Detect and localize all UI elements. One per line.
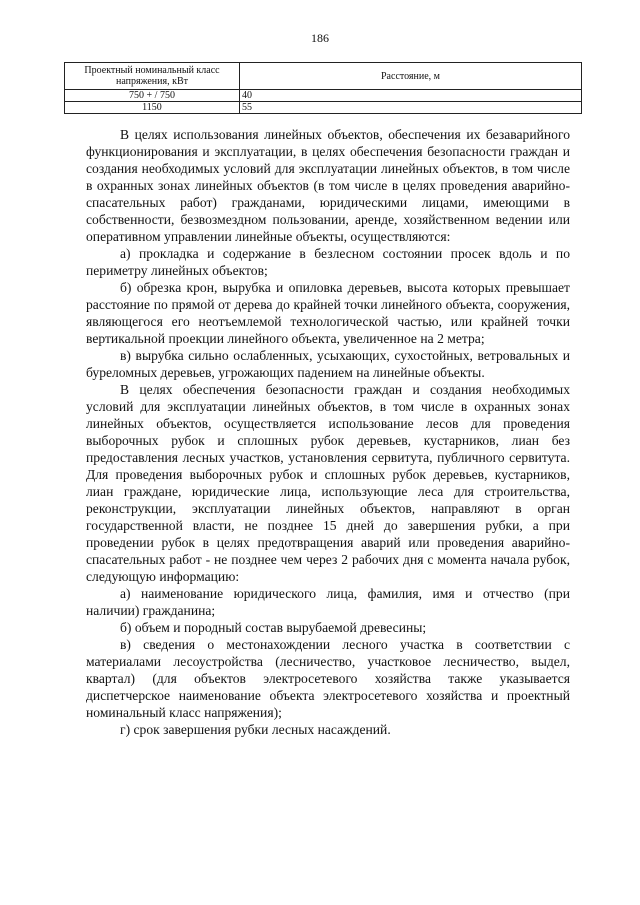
- distance-table: [64, 62, 582, 114]
- paragraph-info-g: г) срок завершения рубки лесных насаждений.: [120, 722, 391, 737]
- table-cell-voltage: 750 + / 750: [65, 90, 240, 102]
- paragraph-item-a: а) прокладка и содержание в безлесном состоянии просек вдоль и по периметру линейных объектов;: [86, 246, 570, 278]
- page-number: 186: [311, 31, 329, 45]
- paragraph-info-a: а) наименование юридического лица, фамилия, имя и отчество (при наличии) гражданина;: [86, 586, 570, 618]
- table-row: [65, 102, 582, 114]
- header-voltage-class: Проектный номинальный класс напряжения, кВт: [65, 63, 240, 90]
- paragraph-item-b: б) обрезка крон, вырубка и опиловка деревьев, высота которых превышает расстояние по прямой от дерева до крайней точки линейного объекта, сооружения, являющегося его неотъемлемой технологической частью, или крайней точки вертикальной проекции линейного объекта, увеличенное на 2 метра;: [86, 280, 570, 346]
- table-cell-distance: 55: [240, 102, 582, 114]
- paragraph-item-v: в) вырубка сильно ослабленных, усыхающих, сухостойных, ветровальных и буреломных деревьев, угрожающих падением на линейные объекты.: [86, 348, 570, 380]
- paragraph-safety: В целях обеспечения безопасности граждан и создания необходимых условий для эксплуатации линейных объектов, в том числе в охранных зонах линейных объектов, осуществляется использование лесов для проведения выборочных рубок и сплошных рубок деревьев, кустарников, лиан без предоставления лесных участков, установления сервитута, публичного сервитута. Для проведения выборочных рубок и сплошных рубок деревьев, кустарников, лиан граждане, юридические лица, использующие леса для строительства, реконструкции, эксплуатации линейных объектов, направляют в орган государственной власти, не позднее 15 дней до завершения рубки, а при проведении рубок в целях предотвращения аварий или проведения аварийно-спасательных работ - не позднее чем через 2 рабочих дня с момента начала рубок, следующую информацию:: [86, 382, 570, 584]
- document-body: [86, 126, 570, 738]
- paragraph-info-b: б) объем и породный состав вырубаемой древесины;: [120, 620, 427, 635]
- header-distance: Расстояние, м: [240, 63, 582, 90]
- paragraph-info-v: в) сведения о местонахождении лесного участка в соответствии с материалами лесоустройства (лесничество, участковое лесничество, выдел, квартал) (для объектов электросетевого хозяйства также указывается диспетчерское наименование объекта электросетевого хозяйства и проектный номинальный класс напряжения);: [86, 637, 570, 720]
- table-cell-voltage: 1150: [65, 102, 240, 114]
- table-cell-distance: 40: [240, 90, 582, 102]
- table-row: [65, 90, 582, 102]
- table-header-row: [65, 63, 582, 90]
- paragraph-intro: В целях использования линейных объектов, обеспечения их безаварийного функционирования и эксплуатации, в целях обеспечения безопасности граждан и создания необходимых условий для эксплуатации линейных объектов, в том числе в охранных зонах линейных объектов (в том числе в целях проведения аварийно-спасательных работ) гражданами, юридическими лицами, имеющими в собственности, безвозмездном пользовании, аренде, хозяйственном ведении или оперативном управлении линейные объекты, осуществляются:: [86, 127, 570, 244]
